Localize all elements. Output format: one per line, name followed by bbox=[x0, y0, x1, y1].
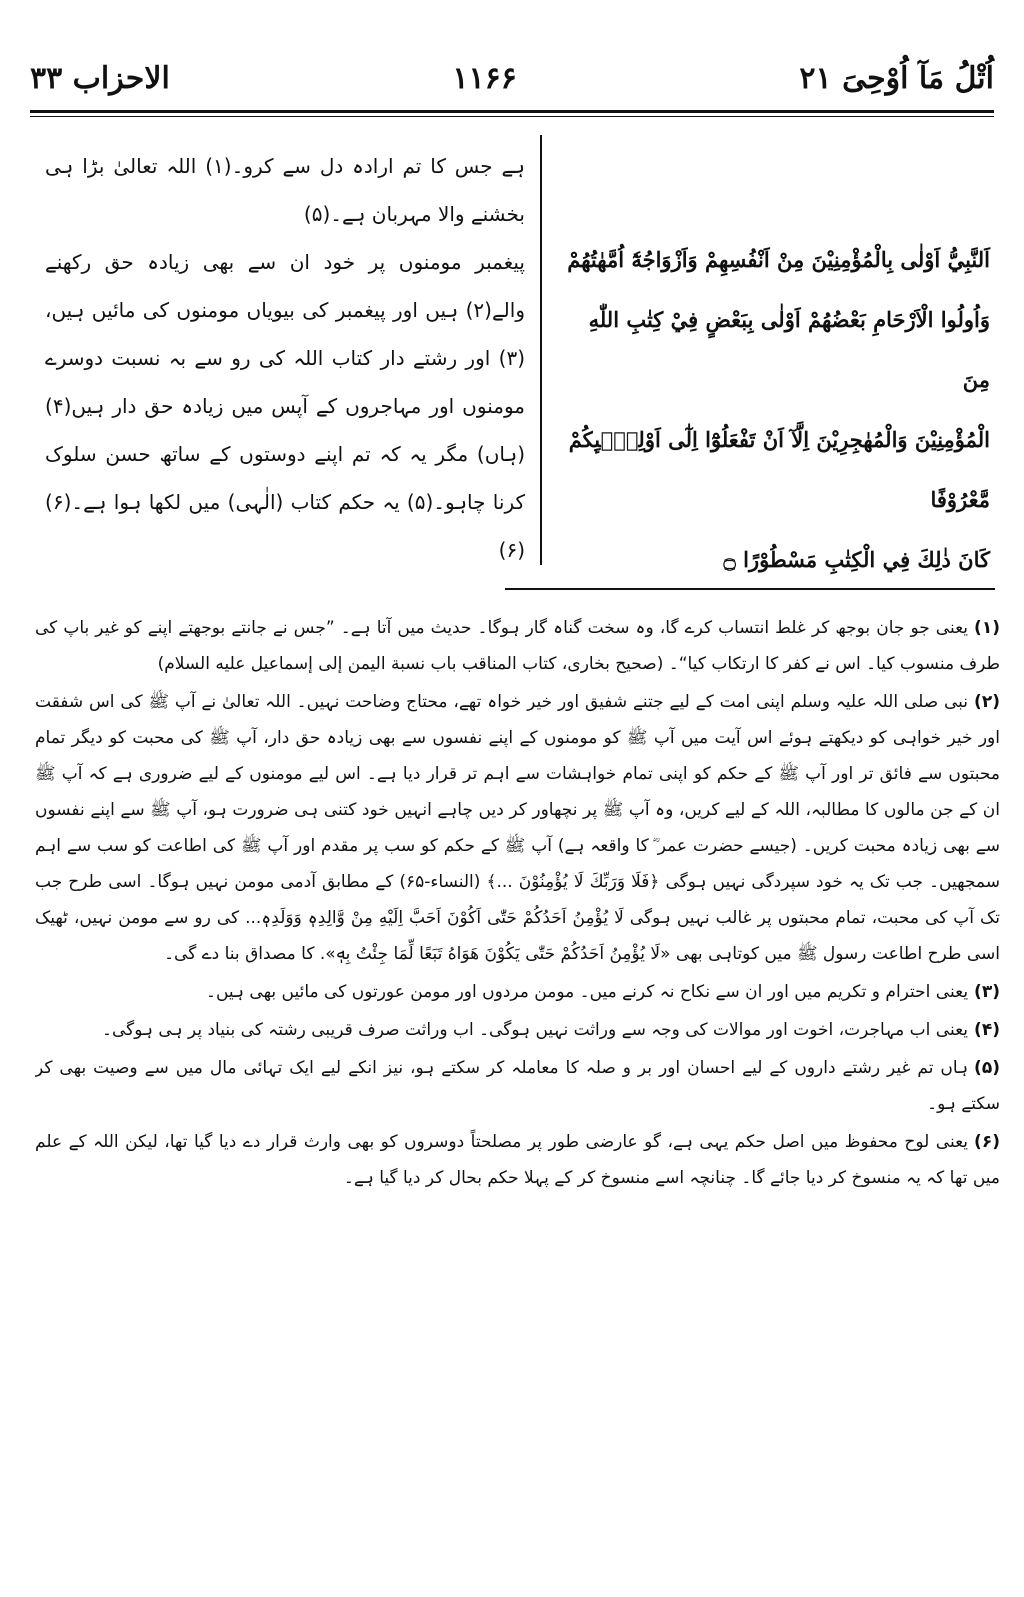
footnote-number: (۳) bbox=[974, 982, 1000, 1002]
page-number: ۱۱۶۶ bbox=[452, 60, 517, 96]
translation-column bbox=[45, 142, 525, 574]
juz-name: اُتْلُ مَآ اُوْحِیَ ۲۱ bbox=[799, 60, 994, 96]
arabic-line: الْمُؤْمِنِيْنَ وَالْمُهٰجِرِيْنَ اِلَّآ اَنْ تَفْعَلُوْٓا اِلٰٓى اَوْلِيٰۗىِٕكُمْ مَّعْرُوْفًا bbox=[568, 427, 990, 512]
column-divider bbox=[540, 135, 542, 565]
footnote-number: (۱) bbox=[974, 618, 1000, 638]
footnote-text: یعنی لوح محفوظ میں اصل حکم یہی ہے، گو عارضی طور پر مصلحتاً دوسروں کو بھی وارث قرار دے دیا گیا تھا، لیکن اللہ کے علم میں تھا کہ یہ منسوخ کر دیا جائے گا۔ چنانچہ اسے منسوخ کر کے پہلا حکم بحال کر دیا گیا ہے۔ bbox=[35, 1132, 1000, 1188]
surah-name: الاحزاب ۳۳ bbox=[30, 60, 170, 96]
arabic-column bbox=[560, 230, 990, 590]
arabic-line: كَانَ ذٰلِكَ فِي الْكِتٰبِ مَسْطُوْرًا ۝ bbox=[723, 547, 990, 572]
footnote-text: یعنی اب مہاجرت، اخوت اور موالات کی وجہ سے وراثت نہیں ہوگی۔ اب وراثت صرف قریبی رشتہ کی بنیاد پر ہی ہوگی۔ bbox=[102, 1020, 969, 1040]
footnote-rule bbox=[505, 588, 995, 590]
header-rule bbox=[30, 110, 994, 117]
translation-paragraph: پیغمبر مومنوں پر خود ان سے بھی زیادہ حق رکھنے والے(۲) ہیں اور پیغمبر کی بیویاں مومنوں کی مائیں ہیں،(۳) اور رشتے دار کتاب اللہ کی رو سے بہ نسبت دوسرے مومنوں اور مہاجروں کے آپس میں زیادہ حق دار ہیں(۴) (ہاں) مگر یہ کہ تم اپنے دوستوں کے ساتھ حسن سلوک کرنا چاہو۔(۵) یہ حکم کتاب (الٰہی) میں لکھا ہوا ہے۔(۶) (۶) bbox=[45, 250, 525, 562]
footnote-text: یعنی جو جان بوجھ کر غلط انتساب کرے گا، وہ سخت گناہ گار ہوگا۔ حدیث میں آتا ہے۔ ”جس نے جانتے بوجھتے اپنے کو غیر باپ کی طرف منسوب کیا۔ اس نے کفر کا ارتکاب کیا“۔ (صحیح بخاری، کتاب المناقب باب نسبة الیمن إلی إسماعیل علیه السلام) bbox=[35, 618, 1000, 674]
translation-paragraph: ہے جس کا تم ارادہ دل سے کرو۔(۱) اللہ تعالیٰ بڑا ہی بخشنے والا مہربان ہے۔(۵) bbox=[45, 154, 525, 226]
footnote-text: ہاں تم غیر رشتے داروں کے لیے احسان اور بر و صلہ کا معاملہ کر سکتے ہو، نیز انکے لیے ایک تہائی مال میں سے وصیت بھی کر سکتے ہو۔ bbox=[35, 1058, 1000, 1114]
footnote bbox=[35, 974, 1000, 1010]
footnote-number: (۴) bbox=[974, 1020, 1000, 1040]
footnote bbox=[35, 684, 1000, 972]
footnote-number: (۲) bbox=[974, 692, 1000, 712]
footnote-number: (۶) bbox=[974, 1132, 1000, 1152]
footnote-text: یعنی احترام و تکریم میں اور ان سے نکاح نہ کرنے میں۔ مومن مردوں اور مومن عورتوں کی مائیں بھی ہیں۔ bbox=[206, 982, 969, 1002]
footnote bbox=[35, 610, 1000, 682]
arabic-line: اَلنَّبِيُّ اَوْلٰى بِالْمُؤْمِنِيْنَ مِنْ اَنْفُسِهِمْ وَاَزْوَاجُهٗٓ اُمَّهٰتُهُمْ bbox=[567, 247, 990, 272]
footnote bbox=[35, 1050, 1000, 1122]
footnote bbox=[35, 1124, 1000, 1196]
footnote-number: (۵) bbox=[974, 1058, 1000, 1078]
footnote-text: نبی صلی اللہ علیہ وسلم اپنی امت کے لیے جتنے شفیق اور خیر خواہ تھے، محتاج وضاحت نہیں۔ اللہ تعالیٰ نے آپ ﷺ کی اس شفقت اور خیر خواہی کو دیکھتے ہوئے اس آیت میں آپ ﷺ کو مومنوں کے اپنے نفسوں سے بھی زیادہ حق دار، آپ ﷺ کی محبت کو دیگر تمام محبتوں سے فائق تر اور آپ ﷺ کے حکم کو اپنی تمام خواہشات سے اہم تر قرار دیا ہے۔ اس لیے مومنوں کے لیے ضروری ہے کہ آپ ﷺ ان کے جن مالوں کا مطالبہ، اللہ کے لیے کریں، وہ آپ ﷺ پر نچھاور کر دیں چاہے انہیں خود کتنی ہی ضرورت ہو، آپ ﷺ سے اپنے نفسوں سے بھی زیادہ محبت کریں۔ (جیسے حضرت عمر ؓ کا واقعہ ہے) آپ ﷺ کے حکم کو سب پر مقدم اور آپ ﷺ کی اطاعت کو سب سے اہم سمجھیں۔ جب تک یہ خود سپردگی نہیں ہوگی ﴿فَلَا وَرَبِّكَ لَا يُؤْمِنُوْنَ ...﴾ (النساء-۶۵) کے مطابق آدمی مومن نہیں ہوگا۔ اسی طرح جب تک آپ کی محبت، تمام محبتوں پر غالب نہیں ہوگی لَا يُؤْمِنُ اَحَدُكُمْ حَتّٰى اَكُوْنَ اَحَبَّ اِلَيْهِ مِنْ وَّالِدِهٖ وَوَلَدِهٖ... کی رو سے مومن نہیں، ٹھیک اسی طرح اطاعت رسول ﷺ میں کوتاہی بھی «لَا يُؤْمِنُ اَحَدُكُمْ حَتّٰى يَكُوْنَ هَوَاهُ تَبَعًا لِّمَا جِئْتُ بِهٖ». کا مصداق بنا دے گی۔ bbox=[35, 692, 1000, 964]
arabic-line: وَاُولُوا الْاَرْحَامِ بَعْضُهُمْ اَوْلٰى بِبَعْضٍ فِيْ كِتٰبِ اللّٰهِ مِنَ bbox=[588, 307, 990, 392]
page-header bbox=[30, 58, 994, 98]
footnotes bbox=[35, 610, 1000, 1580]
footnote bbox=[35, 1012, 1000, 1048]
